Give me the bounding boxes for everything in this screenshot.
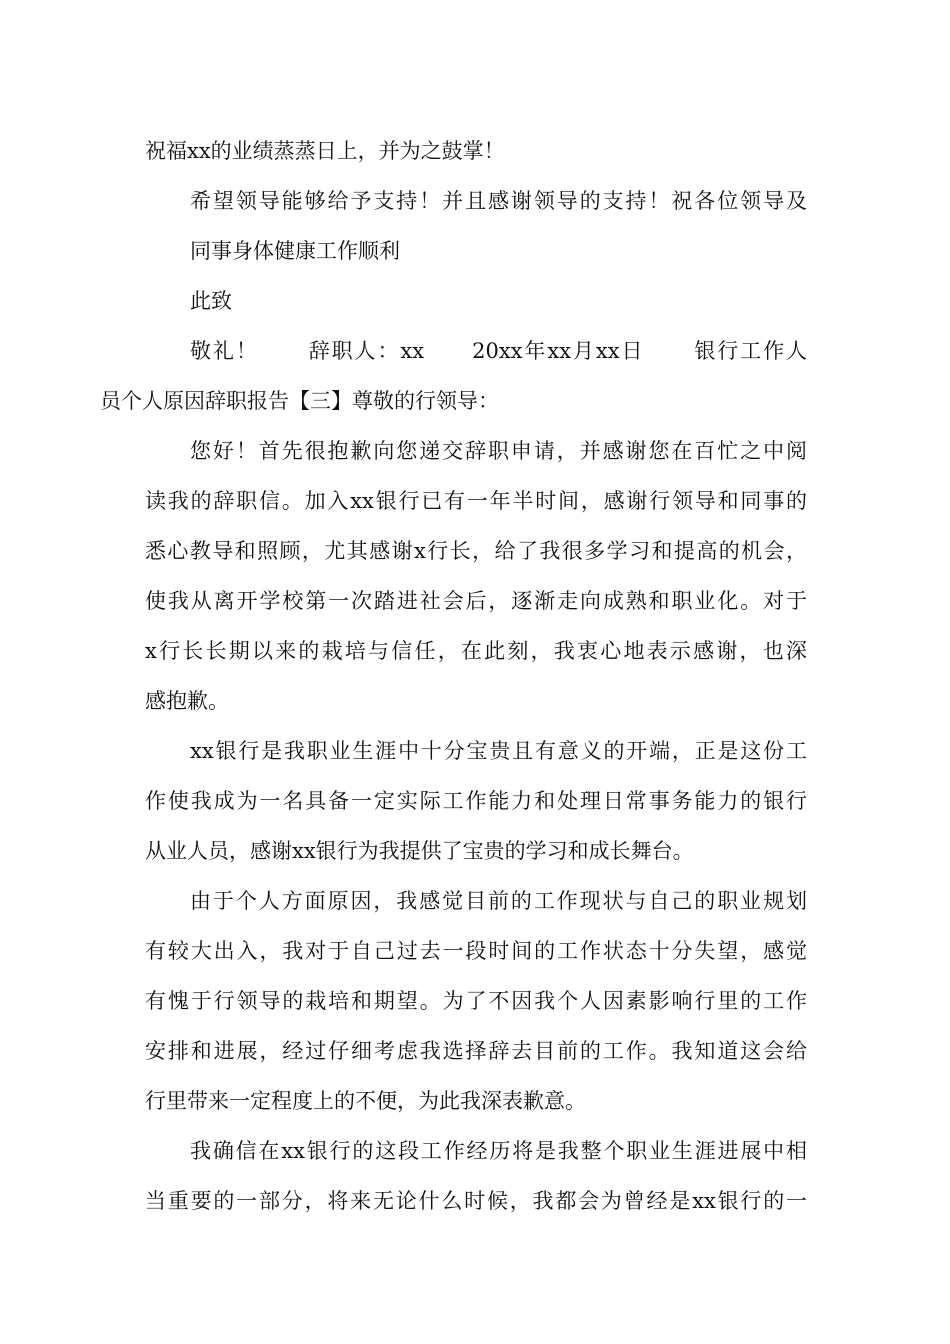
paragraph-reason — [145, 876, 807, 1126]
text-line: 安排和进展，经过仔细考虑我选择辞去目前的工作。我知道这会给 — [145, 1039, 807, 1063]
text-line: 当重要的一部分，将来无论什么时候，我都会为曾经是xx银行的一 — [145, 1189, 807, 1213]
date-text: 20xx年xx月xx日 — [472, 339, 645, 363]
text-line: 使我从离开学校第一次踏进社会后，逐渐走向成熟和职业化。对于 — [145, 589, 807, 613]
paragraph-greeting — [145, 426, 807, 726]
text-line: 有愧于行领导的栽培和期望。为了不因我个人因素影响行里的工作 — [145, 989, 807, 1013]
report-title-part2: 员个人原因辞职报告【三】尊敬的行领导： — [100, 389, 499, 413]
text-line: 行里带来一定程度上的不便，为此我深表歉意。 — [145, 1089, 586, 1113]
text-line: 由于个人方面原因，我感觉目前的工作现状与自己的职业规划 — [190, 889, 807, 913]
paragraph-career-start — [145, 726, 807, 876]
paragraph-closing — [100, 326, 808, 426]
text-line: 同事身体健康工作顺利 — [190, 239, 400, 263]
salute-text: 敬礼！ — [190, 339, 259, 363]
paragraph-support — [145, 176, 807, 276]
text-line: 从业人员，感谢xx银行为我提供了宝贵的学习和成长舞台。 — [145, 839, 694, 863]
paragraph-belief — [145, 1126, 807, 1226]
text-line: 有较大出入，我对于自己过去一段时间的工作状态十分失望，感觉 — [145, 939, 807, 963]
report-title-part1: 银行工作人 — [692, 339, 808, 363]
text-line: 感抱歉。 — [145, 689, 229, 713]
text-line: xx银行是我职业生涯中十分宝贵且有意义的开端，正是这份工 — [190, 739, 807, 763]
resigner-text: 辞职人：xx — [306, 339, 425, 363]
text-line: 您好！首先很抱歉向您递交辞职申请，并感谢您在百忙之中阅 — [190, 439, 807, 463]
text-line: 悉心教导和照顾，尤其感谢x行长，给了我很多学习和提高的机会， — [145, 539, 807, 563]
text-line: 此致 — [190, 289, 232, 313]
text-line: 读我的辞职信。加入xx银行已有一年半时间，感谢行领导和同事的 — [145, 489, 807, 513]
paragraph-cizhi — [145, 276, 807, 326]
paragraph-blessing — [145, 126, 807, 176]
text-line: 作使我成为一名具备一定实际工作能力和处理日常事务能力的银行 — [145, 789, 807, 813]
closing-line — [145, 326, 807, 376]
text-line: 我确信在xx银行的这段工作经历将是我整个职业生涯进展中相 — [190, 1139, 807, 1163]
text-line: 祝福xx的业绩蒸蒸日上，并为之鼓掌！ — [145, 139, 505, 163]
text-line: x行长长期以来的栽培与信任，在此刻，我衷心地表示感谢，也深 — [145, 639, 807, 663]
document-body — [100, 126, 808, 1226]
text-line: 希望领导能够给予支持！并且感谢领导的支持！祝各位领导及 — [190, 189, 807, 213]
